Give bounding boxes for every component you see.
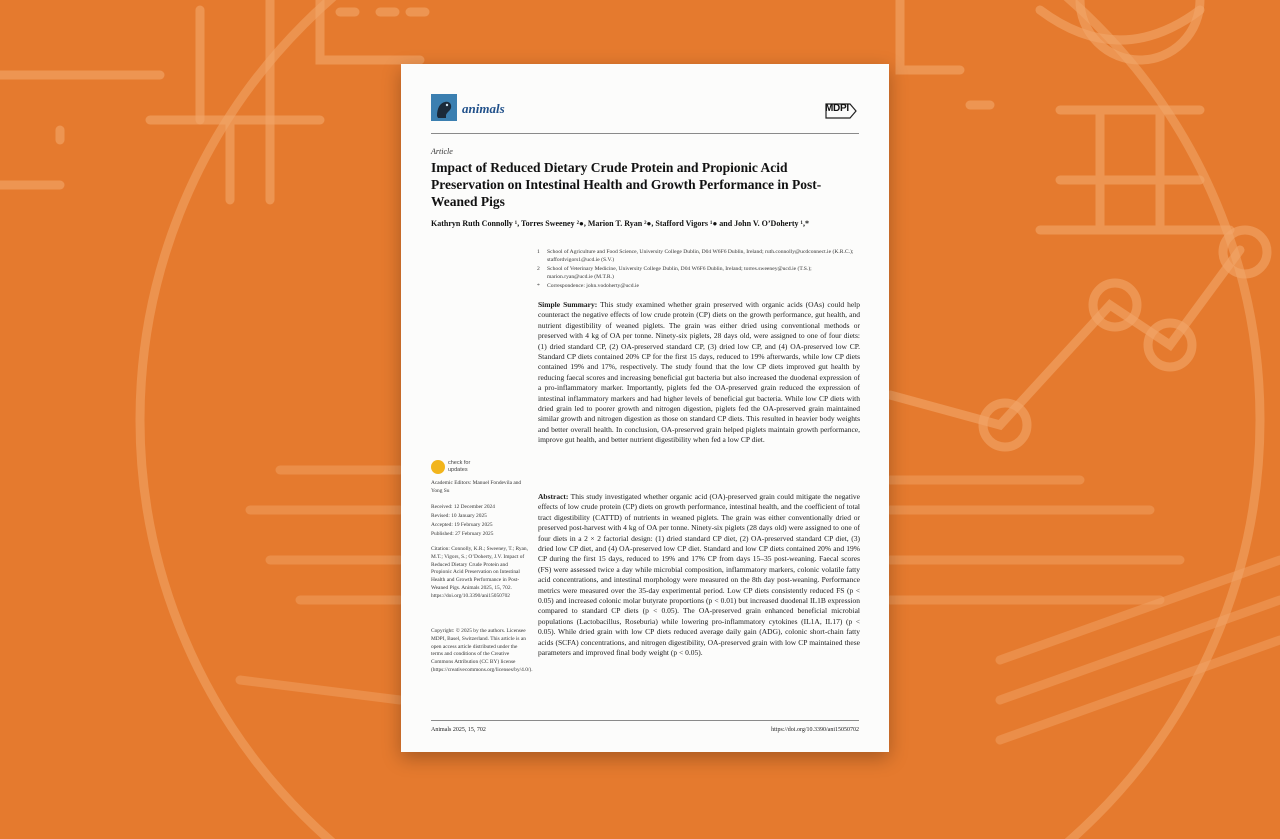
affiliations [537, 248, 857, 290]
journal-logo [431, 94, 457, 121]
affiliation-item: * Correspondence: john.vodoherty@ucd.ie [537, 282, 639, 289]
publisher-name: MDPI [825, 103, 849, 114]
paper-first-page [401, 64, 889, 752]
academic-editors: Academic Editors: Manuel Fondevila and Yong Su [431, 480, 522, 494]
check-for-updates-badge[interactable] [431, 460, 491, 476]
article-authors: Kathryn Ruth Connolly ¹, Torres Sweeney ²●, Marion T. Ryan ²●, Stafford Vigors ¹● and John V. O’Doherty ¹,* [431, 219, 809, 228]
footer-rule [431, 720, 859, 721]
date-published: Published: 27 February 2025 [431, 531, 494, 537]
article-type: Article [431, 147, 453, 156]
publisher-logo [824, 101, 858, 121]
simple-summary-text: This study examined whether grain preserved with organic acids (OAs) could help counteract the negative effects of low crude protein (CP) diets on the growth performance, gut health, and nutrient digestibility of weaned piglets. The grain was either dried using conventional methods or preserved with 4 kg of OA per tonne. Ninety-six piglets, 28 days old, were assigned to one of four diets: (1) dried standard CP, (2) OA-preserved standard CP, (3) dried low CP, and (4) OA-preserved low CP. Standard CP diets contained 20% CP for the first 15 days, reduced to 19% afterwards, while low CP diets contained 19% and 17%, respectively. The study found that the low CP diets improved gut health by reducing faecal scores and increasing beneficial gut bacteria but also increased the duodenal expression of a pro-inflammatory marker. Importantly, piglets fed the OA-preserved grain reduced the expression of intestinal inflammatory markers and had higher levels of beneficial gut bacteria. While low CP diets with dried grain led to poorer growth and nitrogen digestion, piglets fed the OA-preserved grain maintained similar growth and nitrogen digestion as those on standard CP diets. This resulted in heavier body weights and better overall health. In conclusion, OA-preserved grain helped piglets maintain growth performance, improve gut health, and better nutrient digestibility when fed a low CP diet. [538, 300, 860, 445]
affiliation-item: 2 School of Veterinary Medicine, University College Dublin, D04 W6F6 Dublin, Ireland; torres.sweeney@ucd.ie (T.S.); marion.ryan@ucd.ie (M.T.R.) [537, 265, 812, 281]
simple-summary [538, 300, 860, 446]
citation: Citation: Connolly, K.R.; Sweeney, T.; Ryan, M.T.; Vigors, S.; O’Doherty, J.V. Impact of Reduced Dietary Crude Protein and Propionic Acid Preservation on Intestinal Health and Growth Performance in Post-Weaned Pigs. Animals 2025, 15, 702. https://doi.org/10.3390/ani15050702 [431, 546, 528, 599]
footer-citation: Animals 2025, 15, 702 [431, 727, 486, 733]
check-for-updates-label: check for updates [448, 460, 471, 473]
abstract-text: This study investigated whether organic acid (OA)-preserved grain could mitigate the negative effects of low crude protein (CP) diets on growth performance, intestinal health, and the coefficient of total tract digestibility (CATTD) of nutrients in weaned piglets. The grain was either conventionally dried or preserved post-harvest with 4 kg of OA per tonne. Ninety-six piglets (28 days old) were assigned to one of four diets in a 2 × 2 factorial design: (1) dried standard CP diet, (2) OA-preserved standard CP diet, (3) dried low CP diet, and (4) OA-preserved low CP diet. Standard and low CP diets contained 20% and 19% CP during the first 15 days, reduced to 19% and 17% CP from days 15–35 post-weaning. Faecal scores (FS) were assessed twice a day while microbial composition, inflammatory markers, colonic volatile fatty acid concentrations, and intestinal morphology were measured on the 8th day post-weaning. Performance metrics were measured over the 35-day experimental period. Low CP diets consistently reduced FS (p < 0.05) and increased colonic molar butyrate proportions (p < 0.01) but increased duodenal IL1B expression compared to standard CP diets (p < 0.05). The OA-preserved grain enhanced beneficial microbial populations (Lactobacillus, Roseburia) while lowering pro-inflammatory cytokines (IL1A, IL17) (p < 0.05). While dried grain with low CP diets reduced average daily gain (ADG), colonic short-chain fatty acids (SCFA) concentrations, and nitrogen digestibility, OA-preserved grain with low CP maintained these parameters and improved final body weight (p < 0.05). [538, 492, 860, 658]
check-icon [431, 460, 445, 474]
affiliation-item: 1 School of Agriculture and Food Science, University College Dublin, D04 W6F6 Dublin, Ireland; ruth.connolly@ucdconnect.ie (K.R.C.); staffordvigors1@ucd.ie (S.V.) [537, 249, 854, 264]
page-footer [431, 727, 859, 733]
copyright: Copyright: © 2025 by the authors. Licensee MDPI, Basel, Switzerland. This article is an open access article distributed under the terms and conditions of the Creative Commons Attribution (CC BY) license (https://creativecommons.org/licenses/by/4.0/). [431, 628, 533, 673]
abstract-label: Abstract: [538, 492, 569, 501]
abstract [538, 492, 860, 659]
footer-doi-link[interactable]: https://doi.org/10.3390/ani15050702 [771, 727, 859, 733]
simple-summary-label: Simple Summary: [538, 300, 598, 309]
animals-logo-icon [431, 94, 457, 121]
date-accepted: Accepted: 19 February 2025 [431, 522, 493, 528]
journal-name: animals [462, 101, 505, 116]
article-title: Impact of Reduced Dietary Crude Protein and Propionic Acid Preservation on Intestinal Health and Growth Performance in Post-Weaned Pigs [431, 160, 822, 209]
header-rule [431, 133, 859, 134]
date-revised: Revised: 10 January 2025 [431, 513, 487, 519]
date-received: Received: 12 December 2024 [431, 504, 495, 510]
